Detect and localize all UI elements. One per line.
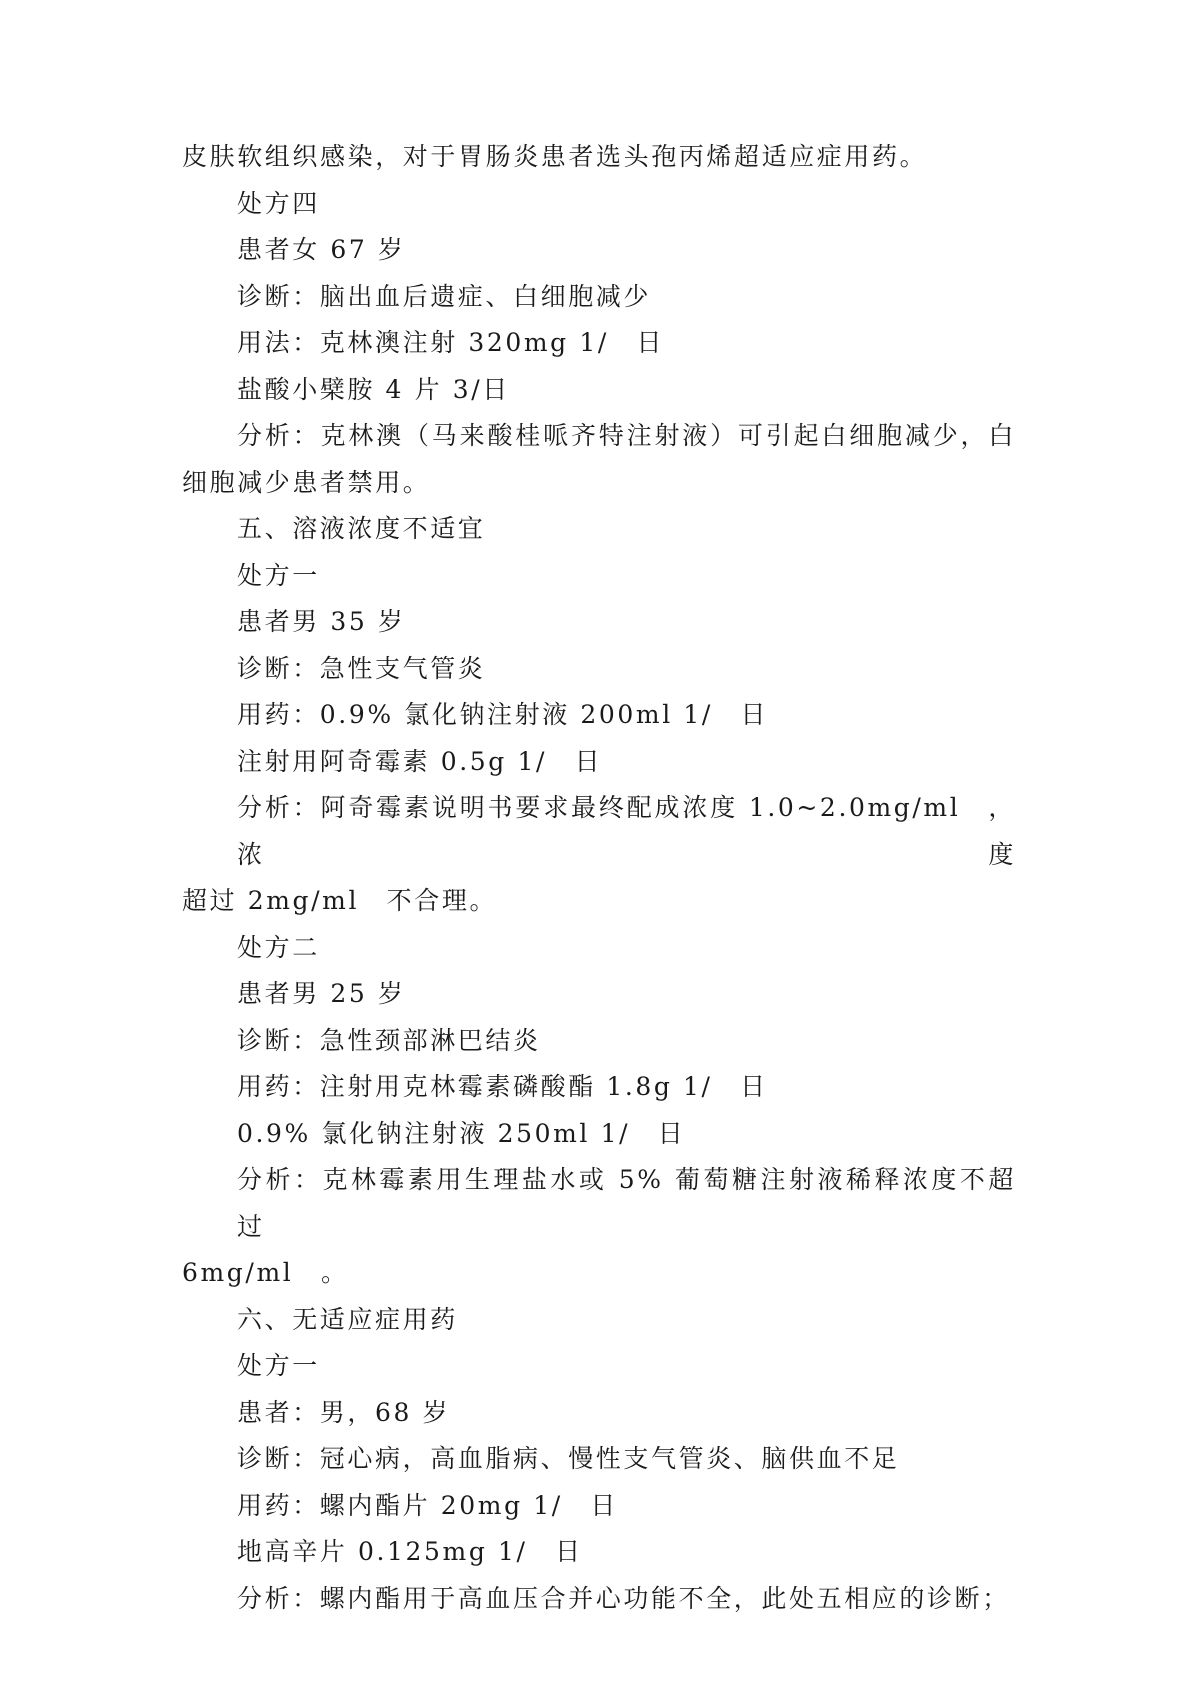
analysis-line: 分析：克林澳（马来酸桂哌齐特注射液）可引起白细胞减少，白 [237,421,1016,450]
diagnosis-line: 诊断：脑出血后遗症、白细胞减少 [237,281,652,311]
diagnosis-line: 诊断：急性支气管炎 [237,653,486,683]
diagnosis-line: 诊断：急性颈部淋巴结炎 [237,1025,541,1055]
prescription-heading: 处方四 [237,188,320,218]
prescription-heading: 处方一 [237,1351,320,1380]
patient-info: 患者男 35 岁 [237,607,406,636]
medication-line: 盐酸小檗胺 4 片 3/日 [237,374,510,404]
document-body [182,134,1016,1622]
patient-info: 患者女 67 岁 [237,235,406,264]
usage-line: 用法：克林澳注射 320mg 1/ 日 [237,328,665,357]
text-line: 细胞减少患者禁用。 [182,467,431,497]
medication-line: 0.9% 氯化钠注射液 250ml 1/ 日 [237,1118,686,1148]
medication-line: 地高辛片 0.125mg 1/ 日 [237,1537,583,1566]
medication-line: 用药：螺内酯片 20mg 1/ 日 [237,1490,618,1520]
analysis-line: 分析：克林霉素用生理盐水或 5% 葡萄糖注射液稀释浓度不超过 [237,1165,1016,1241]
prescription-heading: 处方一 [237,560,320,590]
patient-info: 患者：男，68 岁 [237,1397,451,1427]
medication-line: 用药：0.9% 氯化钠注射液 200ml 1/ 日 [237,700,769,729]
text-line: 6mg/ml 。 [182,1258,349,1287]
section-heading: 六、无适应症用药 [237,1304,458,1334]
medication-line: 注射用阿奇霉素 0.5g 1/ 日 [237,746,603,776]
medication-line: 用药：注射用克林霉素磷酸酯 1.8g 1/ 日 [237,1072,768,1101]
prescription-heading: 处方二 [237,932,320,962]
text-line: 皮肤软组织感染，对于胃肠炎患者选头孢丙烯超适应症用药。 [182,142,928,171]
diagnosis-line: 诊断：冠心病，高血脂病、慢性支气管炎、脑供血不足 [237,1444,900,1473]
patient-info: 患者男 25 岁 [237,979,406,1008]
analysis-line: 分析：螺内酯用于高血压合并心功能不全，此处五相应的诊断； [237,1583,1010,1613]
analysis-line: 分析：阿奇霉素说明书要求最终配成浓度 1.0~2.0mg/ml ，浓度 [237,793,1016,869]
section-heading: 五、溶液浓度不适宜 [237,514,486,543]
text-line: 超过 2mg/ml 不合理。 [182,886,498,915]
